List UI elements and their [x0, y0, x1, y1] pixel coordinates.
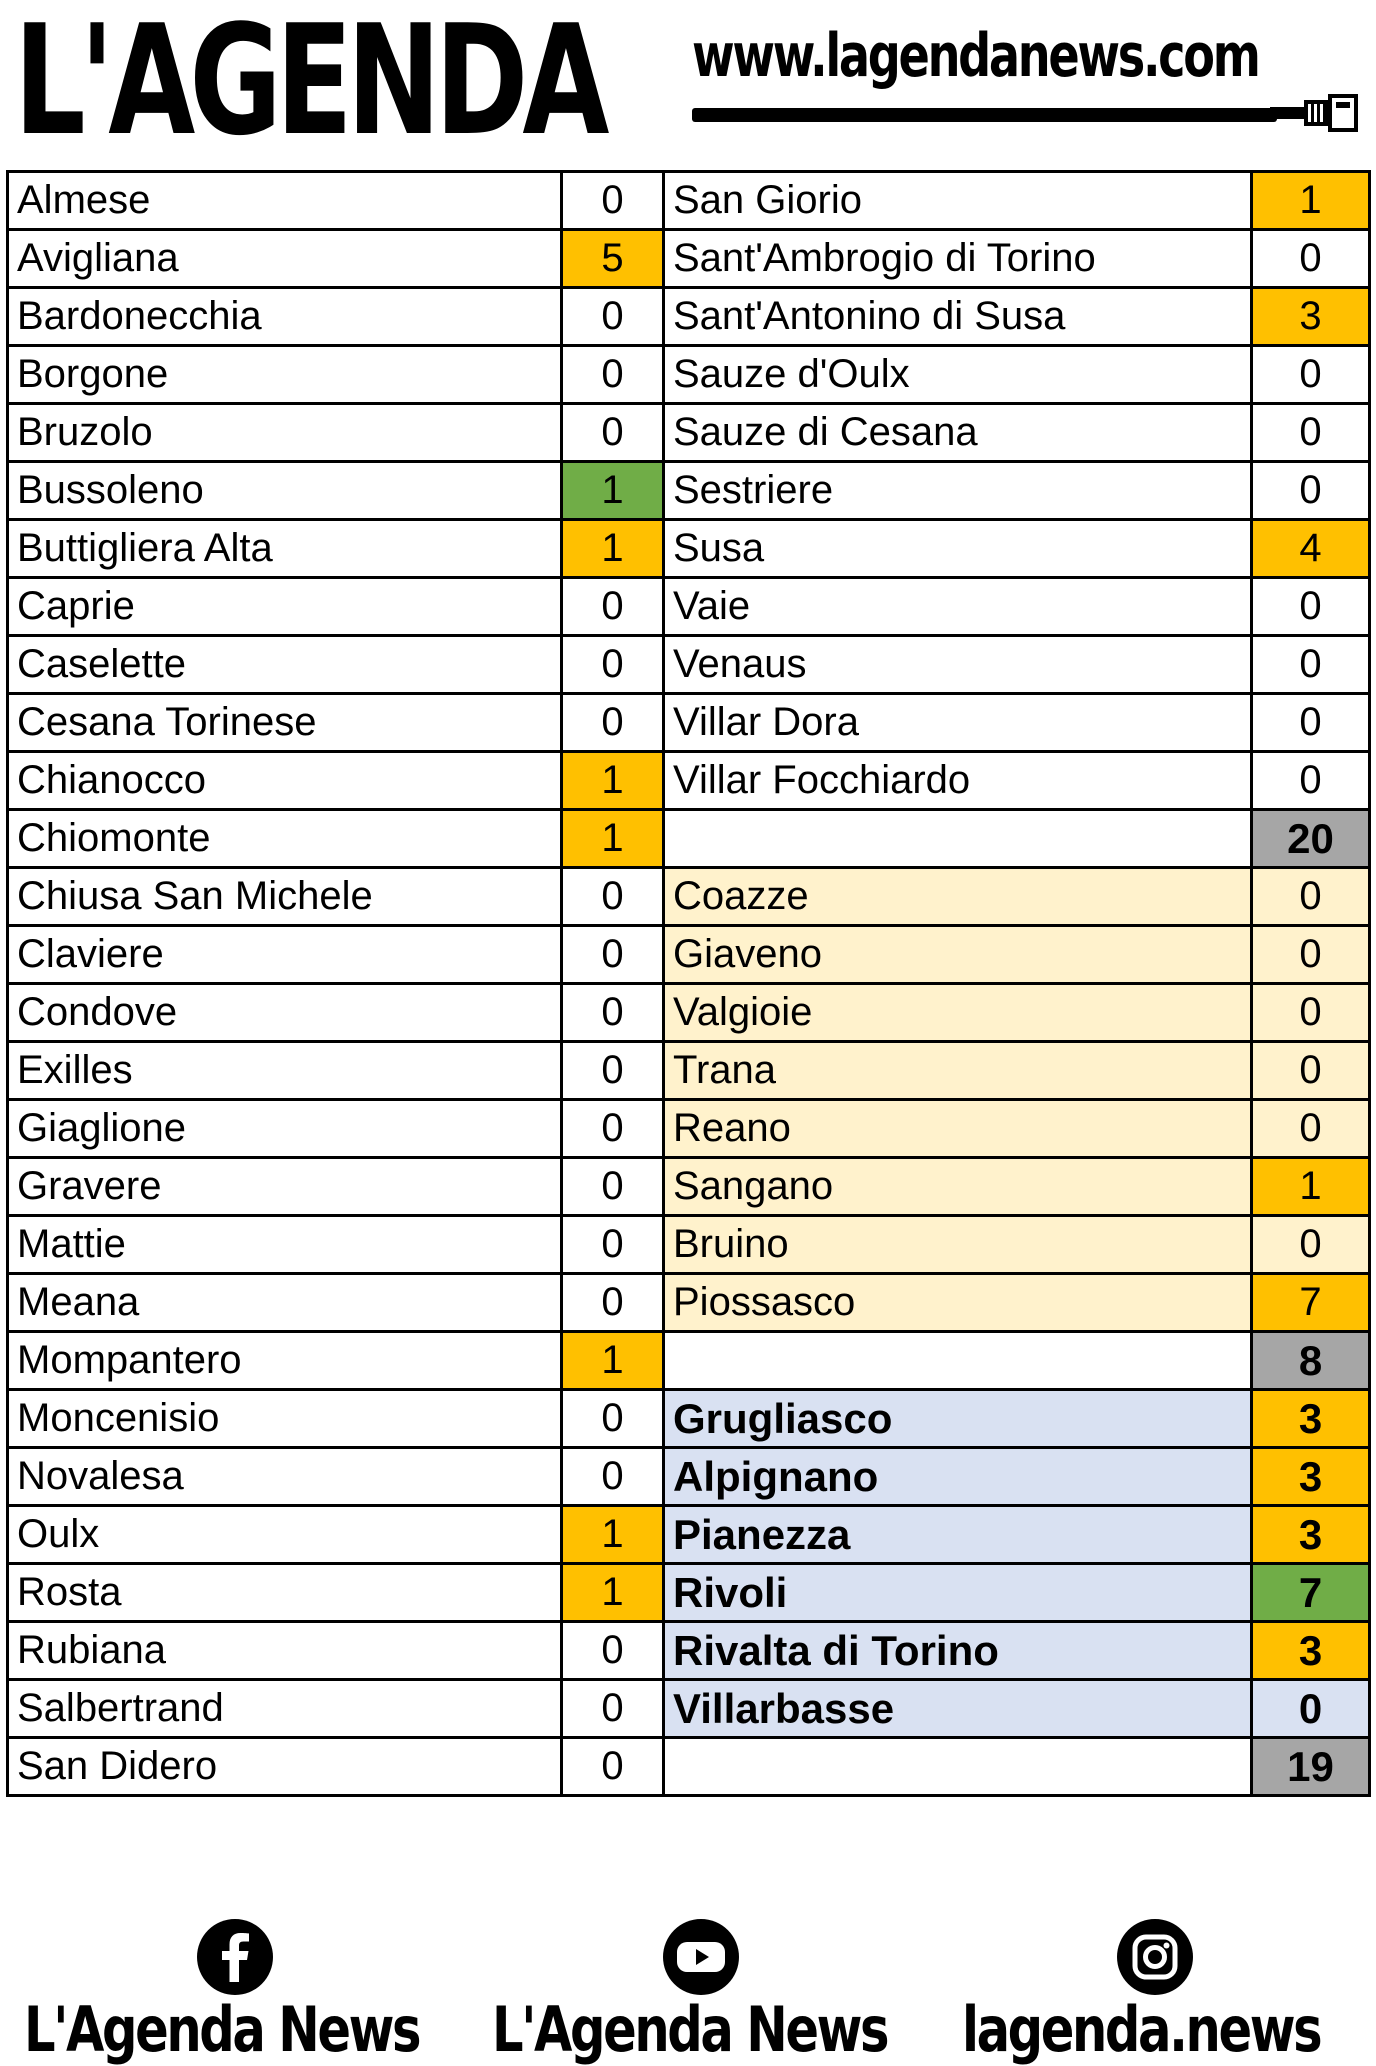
case-count: 3 — [1252, 1506, 1370, 1564]
municipality-name: Rivalta di Torino — [664, 1622, 1252, 1680]
municipality-name: Sangano — [664, 1158, 1252, 1216]
municipality-name: Valgioie — [664, 984, 1252, 1042]
case-count: 1 — [562, 810, 664, 868]
municipality-name: Caprie — [8, 578, 562, 636]
subtotal-label-cell — [664, 810, 1252, 868]
data-table — [6, 170, 1371, 1797]
municipality-name: Gravere — [8, 1158, 562, 1216]
case-count: 0 — [1252, 346, 1370, 404]
case-count: 0 — [1252, 230, 1370, 288]
network-plug-icon — [1270, 94, 1360, 134]
case-count: 3 — [1252, 1390, 1370, 1448]
municipality-name: Mattie — [8, 1216, 562, 1274]
table-row — [8, 926, 1370, 984]
case-count: 0 — [562, 1100, 664, 1158]
municipality-name: Trana — [664, 1042, 1252, 1100]
table-row — [8, 1042, 1370, 1100]
subtotal-value: 19 — [1252, 1738, 1370, 1796]
case-count: 0 — [562, 1158, 664, 1216]
municipality-name: Rubiana — [8, 1622, 562, 1680]
table-row — [8, 984, 1370, 1042]
logo — [14, 4, 666, 154]
case-count: 0 — [1252, 578, 1370, 636]
case-count: 0 — [1252, 1680, 1370, 1738]
table-row — [8, 868, 1370, 926]
case-count: 0 — [562, 346, 664, 404]
municipality-name: Claviere — [8, 926, 562, 984]
case-count: 3 — [1252, 288, 1370, 346]
municipality-name: Vaie — [664, 578, 1252, 636]
municipality-name: Moncenisio — [8, 1390, 562, 1448]
table-row — [8, 288, 1370, 346]
municipality-name: Sauze di Cesana — [664, 404, 1252, 462]
table-row — [8, 1274, 1370, 1332]
case-count: 0 — [562, 1680, 664, 1738]
municipality-name: Villarbasse — [664, 1680, 1252, 1738]
youtube-icon[interactable] — [662, 1918, 740, 1996]
case-count: 0 — [1252, 694, 1370, 752]
case-count: 1 — [562, 1332, 664, 1390]
table-row — [8, 636, 1370, 694]
municipality-name: Alpignano — [664, 1448, 1252, 1506]
case-count: 0 — [562, 172, 664, 230]
municipality-name: Sant'Ambrogio di Torino — [664, 230, 1252, 288]
municipality-name: Oulx — [8, 1506, 562, 1564]
table-row — [8, 1448, 1370, 1506]
case-count: 0 — [562, 984, 664, 1042]
footer-label-instagram[interactable]: lagenda.news — [962, 1993, 1321, 2066]
case-count: 1 — [1252, 172, 1370, 230]
municipality-name: Coazze — [664, 868, 1252, 926]
municipality-name: Susa — [664, 520, 1252, 578]
municipality-name: Avigliana — [8, 230, 562, 288]
municipality-name: Villar Dora — [664, 694, 1252, 752]
case-count: 4 — [1252, 520, 1370, 578]
municipality-name: Bardonecchia — [8, 288, 562, 346]
table-row — [8, 752, 1370, 810]
table-row — [8, 1738, 1370, 1796]
case-count: 5 — [562, 230, 664, 288]
footer — [0, 1908, 1376, 2066]
municipality-name: Villar Focchiardo — [664, 752, 1252, 810]
table-row — [8, 578, 1370, 636]
case-count: 0 — [562, 636, 664, 694]
facebook-icon[interactable] — [196, 1918, 274, 1996]
municipality-name: Sauze d'Oulx — [664, 346, 1252, 404]
footer-label-youtube[interactable]: L'Agenda News — [492, 1993, 888, 2066]
case-count: 0 — [562, 578, 664, 636]
municipality-name: Bruino — [664, 1216, 1252, 1274]
municipality-name: Chianocco — [8, 752, 562, 810]
table-row — [8, 1332, 1370, 1390]
case-count: 0 — [562, 694, 664, 752]
case-count: 0 — [562, 1390, 664, 1448]
municipality-name: Chiusa San Michele — [8, 868, 562, 926]
case-count: 0 — [1252, 1100, 1370, 1158]
case-count: 0 — [562, 1622, 664, 1680]
municipality-name: Exilles — [8, 1042, 562, 1100]
case-count: 0 — [562, 1042, 664, 1100]
municipality-name: Giaglione — [8, 1100, 562, 1158]
municipality-name: Salbertrand — [8, 1680, 562, 1738]
case-count: 7 — [1252, 1564, 1370, 1622]
case-count: 0 — [1252, 1042, 1370, 1100]
municipality-name: Sant'Antonino di Susa — [664, 288, 1252, 346]
subtotal-label-cell — [664, 1738, 1252, 1796]
municipality-name: Novalesa — [8, 1448, 562, 1506]
municipality-name: Pianezza — [664, 1506, 1252, 1564]
municipality-name: Caselette — [8, 636, 562, 694]
municipality-name: Venaus — [664, 636, 1252, 694]
municipality-name: Giaveno — [664, 926, 1252, 984]
case-count: 0 — [562, 1738, 664, 1796]
case-count: 0 — [562, 1448, 664, 1506]
url-underline — [692, 108, 1277, 122]
case-count: 3 — [1252, 1622, 1370, 1680]
municipality-name: Chiomonte — [8, 810, 562, 868]
logo-text: L'AGENDA — [14, 4, 604, 154]
municipality-name: Piossasco — [664, 1274, 1252, 1332]
case-count: 0 — [562, 926, 664, 984]
case-count: 0 — [1252, 752, 1370, 810]
table-row — [8, 810, 1370, 868]
case-count: 0 — [1252, 868, 1370, 926]
municipality-name: San Didero — [8, 1738, 562, 1796]
table-row — [8, 1680, 1370, 1738]
municipality-name: Meana — [8, 1274, 562, 1332]
case-count: 3 — [1252, 1448, 1370, 1506]
table-row — [8, 404, 1370, 462]
case-count: 0 — [1252, 462, 1370, 520]
table-row — [8, 230, 1370, 288]
table-row — [8, 1622, 1370, 1680]
municipality-name: Bruzolo — [8, 404, 562, 462]
table-row — [8, 172, 1370, 230]
case-count: 1 — [562, 752, 664, 810]
footer-label-facebook[interactable]: L'Agenda News — [24, 1993, 420, 2066]
case-count: 0 — [1252, 636, 1370, 694]
subtotal-value: 8 — [1252, 1332, 1370, 1390]
table-row — [8, 1564, 1370, 1622]
case-count: 7 — [1252, 1274, 1370, 1332]
case-count: 0 — [562, 1274, 664, 1332]
municipality-name: Reano — [664, 1100, 1252, 1158]
case-count: 1 — [562, 520, 664, 578]
table-row — [8, 1100, 1370, 1158]
subtotal-value: 20 — [1252, 810, 1370, 868]
case-count: 1 — [562, 1506, 664, 1564]
case-count: 0 — [562, 404, 664, 462]
municipality-name: Rivoli — [664, 1564, 1252, 1622]
municipality-name: Grugliasco — [664, 1390, 1252, 1448]
table-row — [8, 346, 1370, 404]
case-count: 1 — [1252, 1158, 1370, 1216]
municipality-name: Bussoleno — [8, 462, 562, 520]
header — [0, 0, 1376, 165]
table-row — [8, 1506, 1370, 1564]
municipality-name: Almese — [8, 172, 562, 230]
table-row — [8, 694, 1370, 752]
website-url[interactable]: www.lagendanews.com — [692, 21, 1259, 91]
case-count: 0 — [562, 868, 664, 926]
case-count: 0 — [1252, 926, 1370, 984]
municipality-name: Borgone — [8, 346, 562, 404]
case-count: 0 — [562, 1216, 664, 1274]
municipality-name: Mompantero — [8, 1332, 562, 1390]
case-count: 1 — [562, 1564, 664, 1622]
table-row — [8, 462, 1370, 520]
table-row — [8, 1390, 1370, 1448]
subtotal-label-cell — [664, 1332, 1252, 1390]
municipality-name: Rosta — [8, 1564, 562, 1622]
municipality-name: San Giorio — [664, 172, 1252, 230]
case-count: 0 — [562, 288, 664, 346]
municipality-name: Buttigliera Alta — [8, 520, 562, 578]
municipality-name: Cesana Torinese — [8, 694, 562, 752]
instagram-icon[interactable] — [1116, 1918, 1194, 1996]
table-row — [8, 1216, 1370, 1274]
municipality-name: Condove — [8, 984, 562, 1042]
table-row — [8, 1158, 1370, 1216]
municipality-name: Sestriere — [664, 462, 1252, 520]
case-count: 1 — [562, 462, 664, 520]
case-count: 0 — [1252, 984, 1370, 1042]
case-count: 0 — [1252, 1216, 1370, 1274]
case-count: 0 — [1252, 404, 1370, 462]
table-row — [8, 520, 1370, 578]
